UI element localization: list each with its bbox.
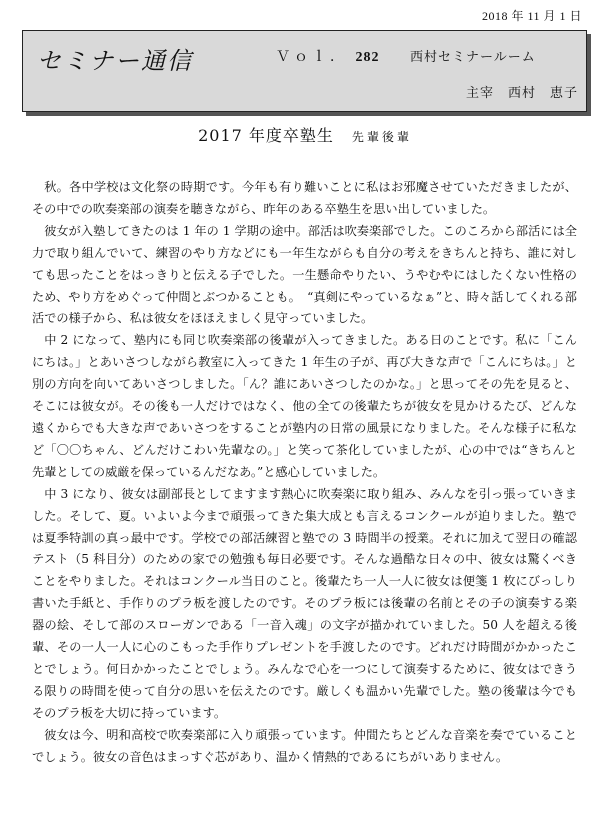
- paragraph-5: 彼女は今、明和高校で吹奏楽部に入り頑張っています。仲間たちとどんな音楽を奏でていることでしょう。彼女の音色はまっすぐ芯があり、温かく情熱的であるにちがいありません。: [32, 727, 577, 764]
- paragraph-4: 中 3 になり、彼女は副部長としてますます熱心に吹奏楽に取り組み、みんなを引っ張っていきました。そして、夏。いよいよ今まで頑張ってきた集大成とも言えるコンクールが迫りました。塾では夏季特訓の真っ最中です。学校での部活練習と塾での 3 時間半の授業。それに加えて翌日の確認テスト（5 科目分）のための家での勉強も毎日必要です。そんな過酷な日々の中、彼女は驚くべきことをやりました。それはコンクール当日のこと。後輩たち一人一人に彼女は便箋 1 枚にびっしり書いた手紙と、手作りのプラ板を渡したのです。そのプラ板には後輩の名前とその子の演奏する楽器の絵、そして部のスローガンである「一音入魂」の文字が描かれていました。50 人を超える後輩、その一人一人に心のこもった手作りプレゼントを手渡したのです。どれだけ時間がかかったことでしょう。何日かかったことでしょう。みんなで心を一つにして演奏するために、彼女はできうる限りの時間を使って自分の思いを伝えたのです。厳しくも温かい先輩でした。塾の後輩は今でもそのプラ板を大切に持っています。: [32, 486, 577, 720]
- paragraph-1: 秋。各中学校は文化祭の時期です。今年も有り難いことに私はお邪魔させていただきましたが、その中での吹奏楽部の演奏を聴きながら、昨年のある卒塾生を思い出していました。: [32, 180, 577, 216]
- editor-name: 主宰 西村 恵子: [466, 86, 579, 101]
- article-body: [32, 177, 577, 768]
- volume-number: 282: [355, 50, 380, 65]
- newsletter-title: セミナー通信: [37, 47, 193, 75]
- volume-label: [276, 46, 380, 66]
- article-subtitle: 先輩後輩: [351, 130, 412, 144]
- article-title: [0, 123, 610, 146]
- paragraph-2: 彼女が入塾してきたのは 1 年の 1 学期の途中。部活は吹奏楽部でした。このころから部活には全力で取り組んでいて、練習のやり方などにも一年生ながらも自分の考えをきちんと持ち、誰に対しても思ったことをはっきりと伝える子でした。一生懸命やりたい、うやむやにはしたくない性格のため、やり方をめぐって仲間とぶつかることも。 “真剣にやっているなぁ”と、時々話してくれる部活での様子から、私は彼女をほほえましく見守っていました。: [32, 223, 577, 326]
- issue-date: 2018 年 11 月 1 日: [481, 9, 582, 23]
- organization-name: 西村セミナールーム: [410, 50, 536, 65]
- article-title-main: 2017 年度卒塾生: [198, 126, 334, 145]
- paragraph-3: 中 2 になって、塾内にも同じ吹奏楽部の後輩が入ってきました。ある日のことです。私に「こんにちは。」とあいさつしながら教室に入ってきた 1 年生の子が、再び大きな声で「こんにちは。」と別の方向を向いてあいさつしました。「ん？誰にあいさつしたのかな。」と思ってその先を見ると、そこには彼女が。その後も一人だけではなく、他の全ての後輩たちが彼女を見かけるたび、どんな遠くからでも大きな声であいさつをすることが塾内の日常の風景になりました。そんな様子に私など「〇〇ちゃん、どんだけこわい先輩なの。」と笑って茶化していましたが、心の中では“きちんと先輩としての威厳を保っているんだなあ。”と感心していました。: [32, 333, 577, 479]
- volume-prefix: Ｖｏｌ．: [276, 50, 348, 65]
- masthead: [22, 30, 587, 112]
